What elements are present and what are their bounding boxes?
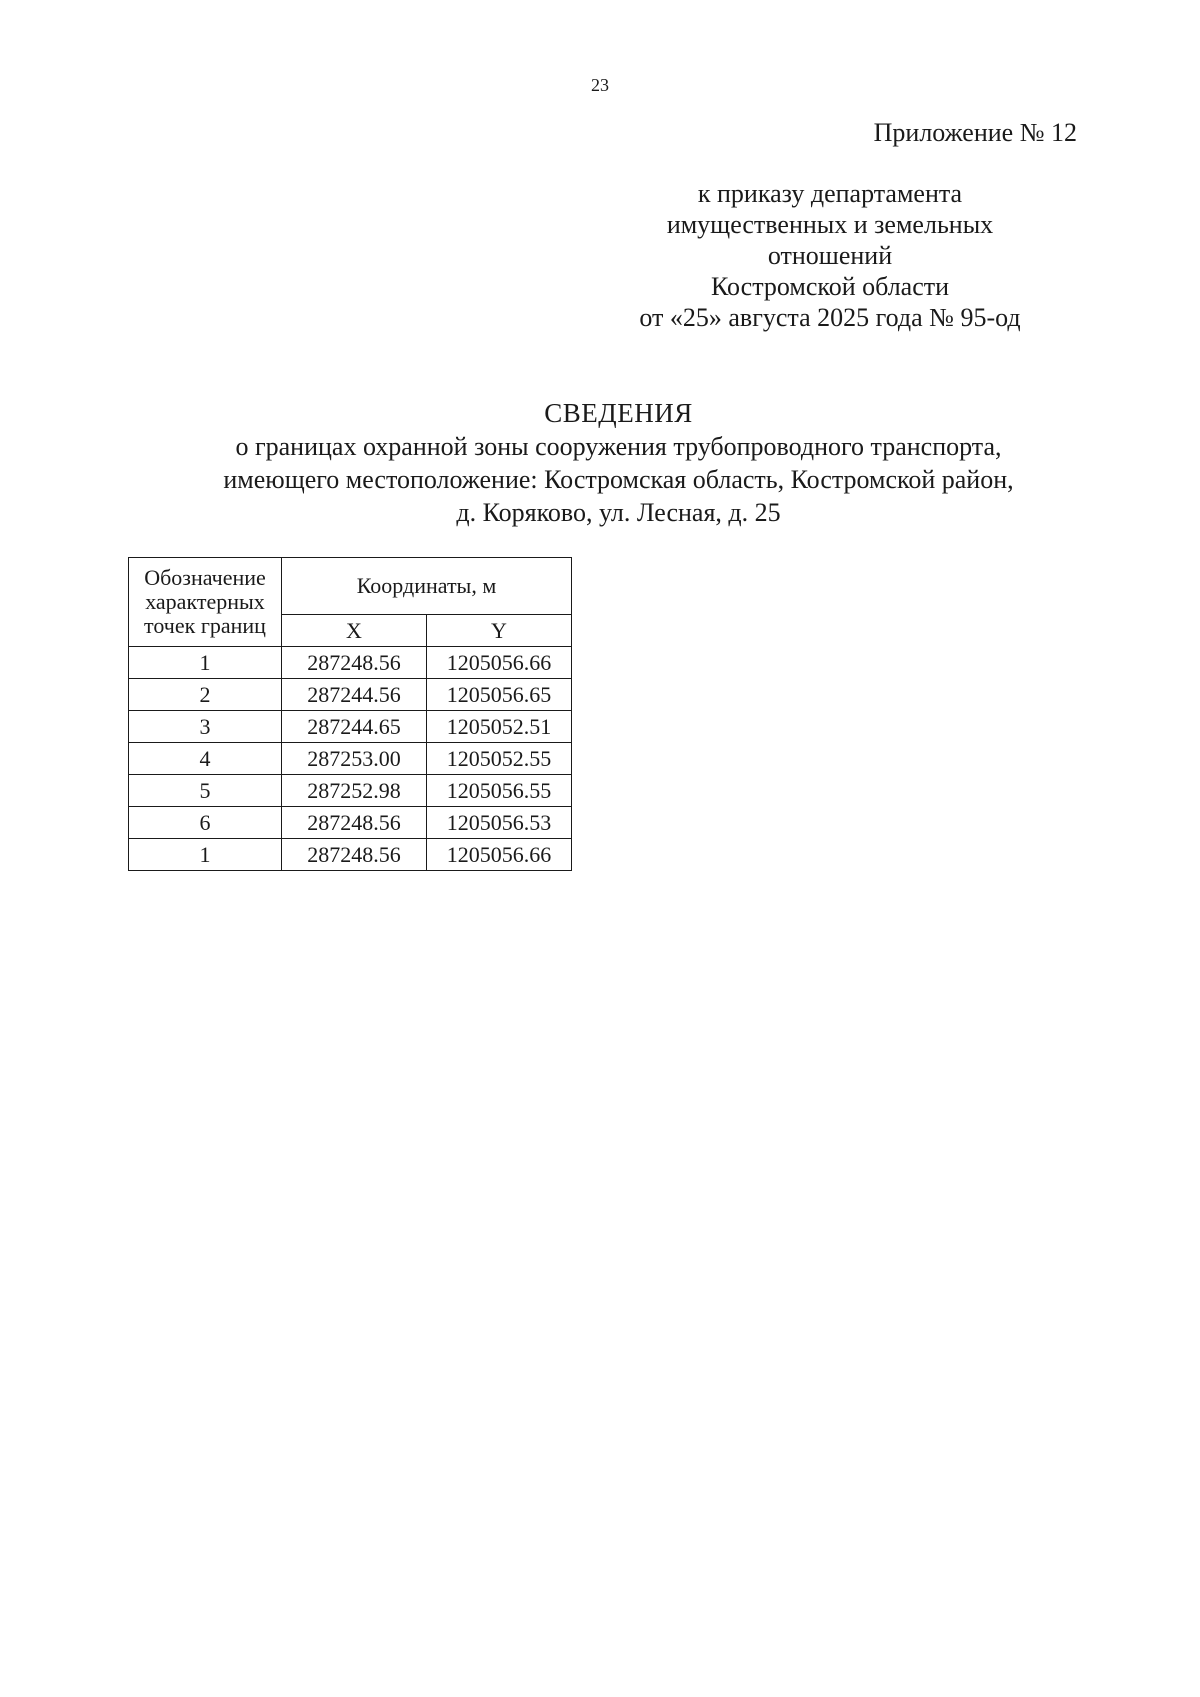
point-cell: 6 (129, 807, 282, 839)
point-cell: 3 (129, 711, 282, 743)
x-cell: 287248.56 (282, 807, 427, 839)
point-cell: 5 (129, 775, 282, 807)
x-cell: 287244.65 (282, 711, 427, 743)
x-cell: 287248.56 (282, 839, 427, 871)
order-line: к приказу департамента (697, 179, 963, 208)
x-cell: 287253.00 (282, 743, 427, 775)
header-line: точек границ (144, 613, 266, 638)
point-cell: 1 (129, 647, 282, 679)
table-header-row (129, 558, 572, 615)
document-title: СВЕДЕНИЯ (544, 398, 693, 428)
coordinates-column-header: Координаты, м (282, 558, 572, 615)
y-cell: 1205056.53 (427, 807, 572, 839)
order-reference (600, 178, 1060, 333)
y-cell: 1205052.51 (427, 711, 572, 743)
y-cell: 1205056.65 (427, 679, 572, 711)
point-cell: 1 (129, 839, 282, 871)
y-cell: 1205056.66 (427, 647, 572, 679)
page-number: 23 (591, 75, 609, 95)
table-row (129, 711, 572, 743)
y-column-header: Y (427, 615, 572, 647)
points-column-header (129, 558, 282, 647)
subtitle-line: д. Коряково, ул. Лесная, д. 25 (456, 498, 781, 527)
x-cell: 287248.56 (282, 647, 427, 679)
table-row (129, 743, 572, 775)
table-row (129, 679, 572, 711)
x-column-header: X (282, 615, 427, 647)
coordinates-table (128, 557, 572, 871)
y-cell: 1205056.55 (427, 775, 572, 807)
order-line: имущественных и земельных (666, 210, 994, 239)
order-line: Костромской области (710, 272, 950, 301)
table-row (129, 775, 572, 807)
order-line: отношений (767, 241, 893, 270)
x-cell: 287252.98 (282, 775, 427, 807)
subtitle-line: о границах охранной зоны сооружения трубопроводного транспорта, (235, 432, 1002, 461)
table-row (129, 807, 572, 839)
document-subtitle (0, 430, 1200, 529)
order-line: от «25» августа 2025 года № 95-од (639, 303, 1021, 332)
annex-number: Приложение № 12 (873, 118, 1077, 147)
point-cell: 2 (129, 679, 282, 711)
header-line: Обозначение (144, 565, 266, 590)
y-cell: 1205052.55 (427, 743, 572, 775)
y-cell: 1205056.66 (427, 839, 572, 871)
subtitle-line: имеющего местоположение: Костромская область, Костромской район, (223, 465, 1014, 494)
table-row (129, 839, 572, 871)
point-cell: 4 (129, 743, 282, 775)
x-cell: 287244.56 (282, 679, 427, 711)
table-row (129, 647, 572, 679)
header-line: характерных (145, 589, 265, 614)
